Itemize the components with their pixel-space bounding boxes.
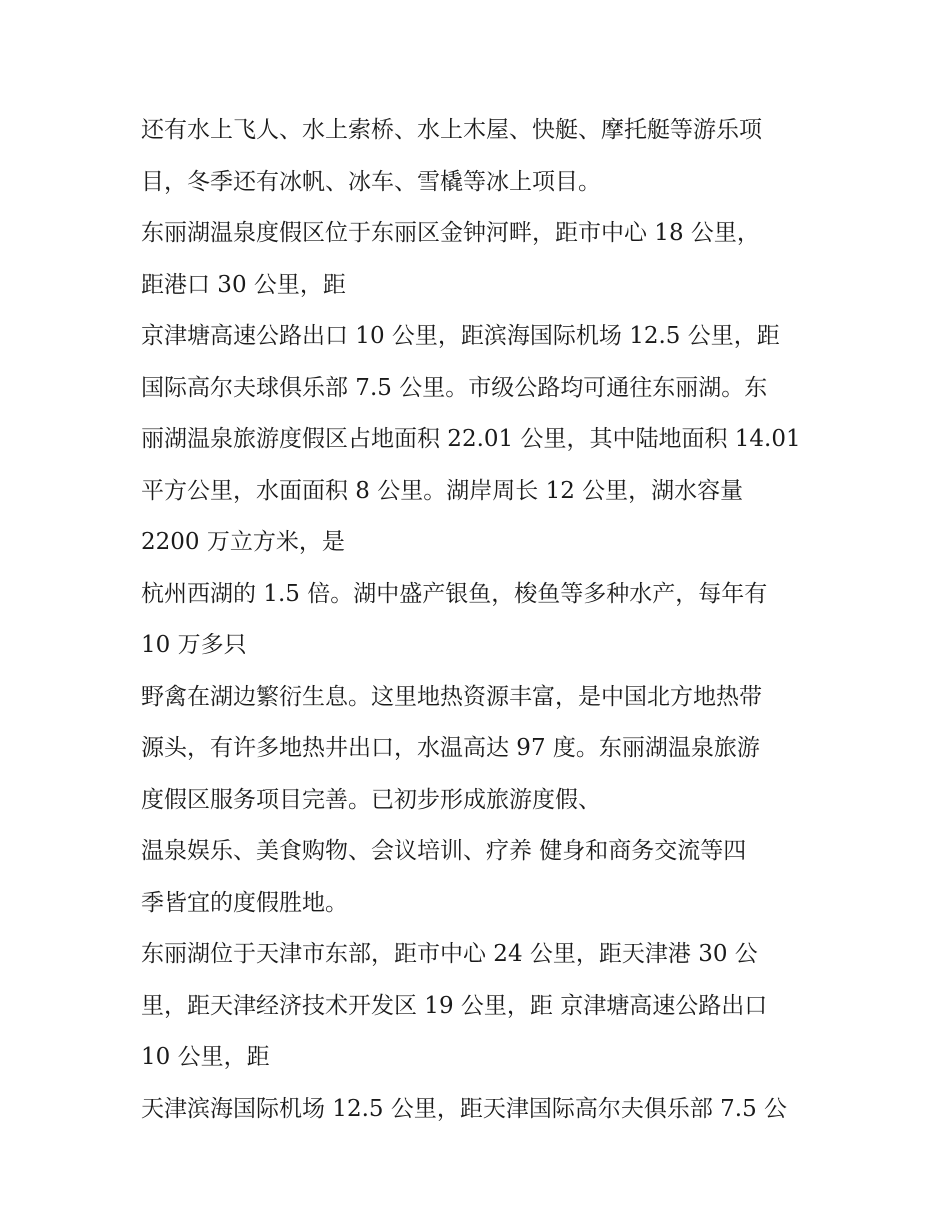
text-line: 度假区服务项目完善。已初步形成旅游度假、: [141, 786, 601, 813]
text-line: 10 公里，距: [141, 1044, 270, 1070]
text-line: 2200 万立方米，是: [141, 529, 345, 555]
text-line: 还有水上飞人、水上索桥、水上木屋、快艇、摩托艇等游乐项: [141, 117, 762, 143]
text-line: 丽湖温泉旅游度假区占地面积 22.01 公里，其中陆地面积 14.01: [141, 426, 801, 452]
text-line: 东丽湖温泉度假区位于东丽区金钟河畔，距市中心 18 公里，: [141, 220, 760, 246]
text-line: 季皆宜的度假胜地。: [141, 889, 348, 916]
text-line: 里，距天津经济技术开发区 19 公里，距 京津塘高速公路出口: [141, 992, 768, 1019]
text-line: 10 万多只: [141, 632, 247, 658]
text-line: 国际高尔夫球俱乐部 7.5 公里。市级公路均可通往东丽湖。东: [141, 374, 768, 401]
text-line: 距港口 30 公里，距: [141, 271, 346, 298]
text-line: 平方公里，水面面积 8 公里。湖岸周长 12 公里，湖水容量: [141, 477, 744, 504]
text-line: 源头，有许多地热井出口，水温高达 97 度。东丽湖温泉旅游: [141, 735, 760, 761]
text-line: 目，冬季还有冰帆、冰车、雪橇等冰上项目。: [141, 168, 601, 195]
text-line: 杭州西湖的 1.5 倍。湖中盛产银鱼，梭鱼等多种水产，每年有: [141, 580, 768, 607]
text-line: 东丽湖位于天津市东部，距市中心 24 公里，距天津港 30 公: [141, 941, 758, 967]
text-line: 温泉娱乐、美食购物、会议培训、疗养 健身和商务交流等四: [141, 838, 747, 864]
text-line: 天津滨海国际机场 12.5 公里，距天津国际高尔夫俱乐部 7.5 公: [141, 1095, 788, 1122]
text-line: 野禽在湖边繁衍生息。这里地热资源丰富，是中国北方地热带: [141, 683, 762, 710]
text-line: 京津塘高速公路出口 10 公里，距滨海国际机场 12.5 公里，距: [141, 323, 780, 349]
body-text: [141, 105, 821, 1135]
